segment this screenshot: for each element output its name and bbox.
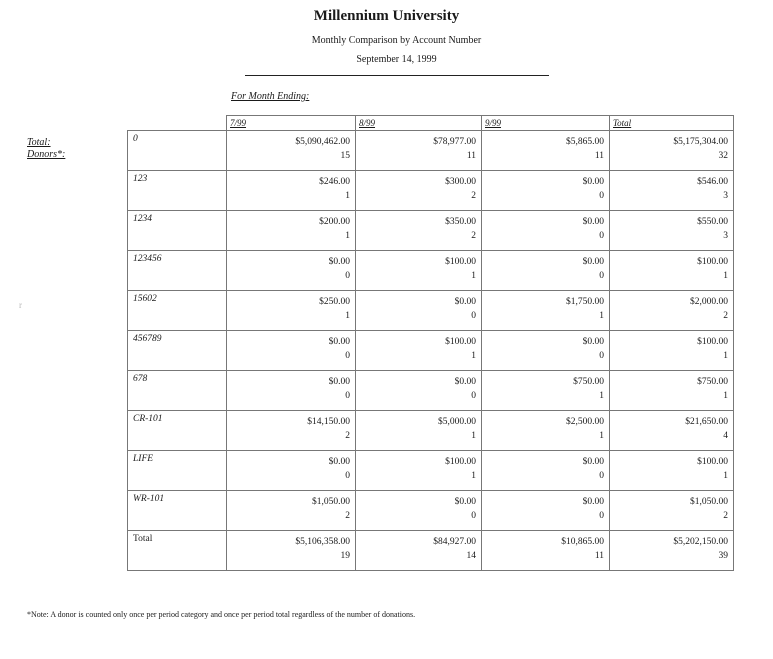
amount: $546.00 <box>697 177 728 187</box>
donor-count: 3 <box>723 191 728 201</box>
amount: $0.00 <box>582 217 604 227</box>
amount: $100.00 <box>697 337 728 347</box>
value-cell <box>227 411 356 451</box>
donor-count: 1 <box>345 231 350 241</box>
table-row <box>128 491 734 531</box>
amount: $0.00 <box>582 497 604 507</box>
amount: $10,865.00 <box>561 537 604 547</box>
donor-count: 0 <box>345 351 350 361</box>
donor-count: 32 <box>718 151 728 161</box>
value-cell <box>610 251 734 291</box>
table-row <box>128 331 734 371</box>
account-number: 1234 <box>128 211 227 251</box>
amount: $78,977.00 <box>433 137 476 147</box>
value-cell <box>610 291 734 331</box>
amount: $5,202,150.00 <box>673 537 728 547</box>
donor-count: 11 <box>594 551 604 561</box>
amount: $5,090,462.00 <box>295 137 350 147</box>
value-cell <box>482 371 610 411</box>
donor-count: 2 <box>345 511 350 521</box>
value-cell <box>482 251 610 291</box>
donor-count: 0 <box>599 471 604 481</box>
amount: $0.00 <box>582 177 604 187</box>
value-cell <box>610 451 734 491</box>
row-caption-total: Total: <box>27 137 51 148</box>
donor-count: 19 <box>340 551 350 561</box>
report-title: Millennium University <box>313 8 460 24</box>
value-cell <box>610 491 734 531</box>
value-cell <box>482 171 610 211</box>
amount: $0.00 <box>454 497 476 507</box>
donor-count: 0 <box>599 231 604 241</box>
value-cell <box>482 331 610 371</box>
value-cell <box>356 531 482 571</box>
donor-count: 1 <box>723 271 728 281</box>
donor-count: 14 <box>466 551 476 561</box>
table-row <box>128 291 734 331</box>
value-cell <box>356 251 482 291</box>
account-number: 123456 <box>128 251 227 291</box>
value-cell <box>482 291 610 331</box>
value-cell <box>356 371 482 411</box>
value-cell <box>482 531 610 571</box>
account-number: 15602 <box>128 291 227 331</box>
amount: $2,500.00 <box>566 417 604 427</box>
donor-count: 1 <box>345 311 350 321</box>
value-cell <box>356 451 482 491</box>
donor-count: 11 <box>466 151 476 161</box>
donor-count: 0 <box>599 511 604 521</box>
amount: $0.00 <box>328 257 350 267</box>
amount: $5,106,358.00 <box>295 537 350 547</box>
table-row <box>128 371 734 411</box>
value-cell <box>482 451 610 491</box>
footnote: *Note: A donor is counted only once per period category and once per period total regardless of the number of donations. <box>27 610 416 619</box>
donor-count: 1 <box>471 471 476 481</box>
amount: $200.00 <box>319 217 350 227</box>
value-cell <box>356 131 482 171</box>
donor-count: 0 <box>345 391 350 401</box>
column-header: 8/99 <box>356 116 482 131</box>
value-cell <box>482 411 610 451</box>
donor-count: 11 <box>594 151 604 161</box>
donor-count: 0 <box>599 191 604 201</box>
comparison-table <box>127 115 734 571</box>
donor-count: 4 <box>723 431 728 441</box>
amount: $750.00 <box>573 377 604 387</box>
amount: $100.00 <box>445 457 476 467</box>
amount: $750.00 <box>697 377 728 387</box>
value-cell <box>356 491 482 531</box>
table-row <box>128 131 734 171</box>
table-row <box>128 411 734 451</box>
value-cell <box>610 531 734 571</box>
donor-count: 2 <box>471 231 476 241</box>
account-number: 678 <box>128 371 227 411</box>
donor-count: 39 <box>718 551 728 561</box>
donor-count: 0 <box>471 311 476 321</box>
amount: $0.00 <box>328 337 350 347</box>
header-blank-cell <box>128 116 227 131</box>
donor-count: 2 <box>723 311 728 321</box>
amount: $14,150.00 <box>307 417 350 427</box>
amount: $0.00 <box>454 297 476 307</box>
account-number: LIFE <box>128 451 227 491</box>
amount: $2,000.00 <box>690 297 728 307</box>
row-caption <box>27 137 65 161</box>
column-header: Total <box>610 116 734 131</box>
scan-mark: r <box>19 300 22 310</box>
row-caption-donors: Donors*: <box>27 149 66 160</box>
table-row <box>128 211 734 251</box>
column-header: 9/99 <box>482 116 610 131</box>
donor-count: 1 <box>599 431 604 441</box>
value-cell <box>356 291 482 331</box>
amount: $100.00 <box>697 457 728 467</box>
amount: $300.00 <box>445 177 476 187</box>
table-row <box>128 251 734 291</box>
donor-count: 1 <box>723 471 728 481</box>
table-body <box>128 131 734 571</box>
donor-count: 2 <box>723 511 728 521</box>
amount: $100.00 <box>445 337 476 347</box>
donor-count: 0 <box>599 351 604 361</box>
table-row <box>128 451 734 491</box>
donor-count: 0 <box>345 271 350 281</box>
value-cell <box>356 211 482 251</box>
report-subtitle: Monthly Comparison by Account Number <box>311 35 482 46</box>
value-cell <box>610 331 734 371</box>
value-cell <box>227 371 356 411</box>
amount: $5,175,304.00 <box>673 137 728 147</box>
amount: $5,000.00 <box>438 417 476 427</box>
value-cell <box>227 211 356 251</box>
donor-count: 1 <box>723 391 728 401</box>
amount: $5,865.00 <box>566 137 604 147</box>
amount: $1,750.00 <box>566 297 604 307</box>
value-cell <box>227 251 356 291</box>
account-number: 456789 <box>128 331 227 371</box>
value-cell <box>610 131 734 171</box>
donor-count: 15 <box>340 151 350 161</box>
amount: $550.00 <box>697 217 728 227</box>
amount: $84,927.00 <box>433 537 476 547</box>
amount: $246.00 <box>319 177 350 187</box>
value-cell <box>356 331 482 371</box>
value-cell <box>356 411 482 451</box>
total-label: Total <box>128 531 227 571</box>
amount: $250.00 <box>319 297 350 307</box>
account-number: WR-101 <box>128 491 227 531</box>
amount: $21,650.00 <box>685 417 728 427</box>
value-cell <box>482 491 610 531</box>
amount: $0.00 <box>328 457 350 467</box>
value-cell <box>356 171 482 211</box>
report-date: September 14, 1999 <box>356 54 437 65</box>
total-row <box>128 531 734 571</box>
value-cell <box>227 451 356 491</box>
amount: $0.00 <box>582 257 604 267</box>
amount: $100.00 <box>697 257 728 267</box>
donor-count: 1 <box>599 391 604 401</box>
header-rule <box>245 75 549 76</box>
account-number: 123 <box>128 171 227 211</box>
value-cell <box>482 131 610 171</box>
value-cell <box>227 491 356 531</box>
value-cell <box>610 211 734 251</box>
donor-count: 2 <box>471 191 476 201</box>
account-number: CR-101 <box>128 411 227 451</box>
table-header-row <box>128 116 734 131</box>
amount: $0.00 <box>454 377 476 387</box>
amount: $1,050.00 <box>312 497 350 507</box>
amount: $0.00 <box>582 337 604 347</box>
donor-count: 0 <box>471 391 476 401</box>
value-cell <box>610 411 734 451</box>
donor-count: 3 <box>723 231 728 241</box>
column-header: 7/99 <box>227 116 356 131</box>
amount: $0.00 <box>582 457 604 467</box>
value-cell <box>227 331 356 371</box>
donor-count: 0 <box>345 471 350 481</box>
donor-count: 1 <box>345 191 350 201</box>
donor-count: 1 <box>723 351 728 361</box>
value-cell <box>227 171 356 211</box>
amount: $100.00 <box>445 257 476 267</box>
value-cell <box>227 131 356 171</box>
donor-count: 0 <box>599 271 604 281</box>
amount: $0.00 <box>328 377 350 387</box>
donor-count: 1 <box>599 311 604 321</box>
for-month-ending-label: For Month Ending: <box>231 91 310 102</box>
value-cell <box>227 291 356 331</box>
table-row <box>128 171 734 211</box>
value-cell <box>610 171 734 211</box>
donor-count: 0 <box>471 511 476 521</box>
value-cell <box>482 211 610 251</box>
donor-count: 2 <box>345 431 350 441</box>
donor-count: 1 <box>471 431 476 441</box>
amount: $1,050.00 <box>690 497 728 507</box>
value-cell <box>610 371 734 411</box>
donor-count: 1 <box>471 351 476 361</box>
amount: $350.00 <box>445 217 476 227</box>
value-cell <box>227 531 356 571</box>
account-number: 0 <box>128 131 227 171</box>
donor-count: 1 <box>471 271 476 281</box>
